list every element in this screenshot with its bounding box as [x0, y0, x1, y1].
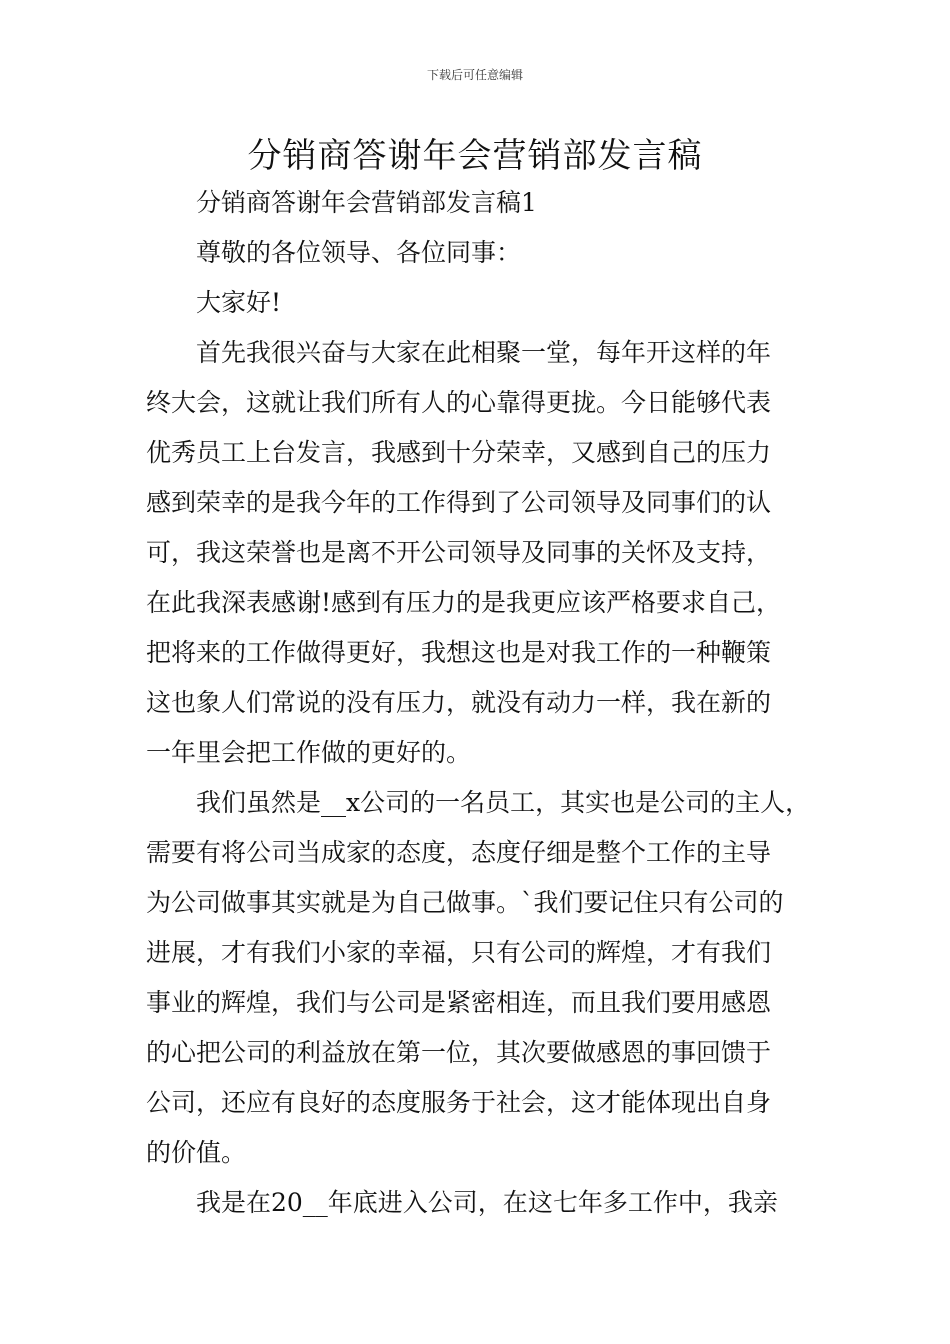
document-body: [146, 178, 811, 1228]
text-line: 优秀员工上台发言，我感到十分荣幸，又感到自己的压力: [146, 438, 772, 467]
text-line: 可，我这荣誉也是离不开公司领导及同事的关怀及支持，: [146, 538, 772, 567]
text-line: 把将来的工作做得更好，我想这也是对我工作的一种鞭策: [146, 638, 772, 667]
header-note: 下载后可任意编辑: [426, 68, 523, 82]
text-line: 事业的辉煌，我们与公司是紧密相连，而且我们要用感恩: [146, 988, 772, 1017]
text-line: 这也象人们常说的没有压力，就没有动力一样，我在新的: [146, 688, 772, 717]
text-line: 公司，还应有良好的态度服务于社会，这才能体现出自身: [146, 1088, 772, 1117]
text-line: 进展，才有我们小家的幸福，只有公司的辉煌，才有我们: [146, 938, 772, 967]
text-line: 的心把公司的利益放在第一位，其次要做感恩的事回馈于: [146, 1038, 772, 1067]
text-line: 尊敬的各位领导、各位同事：: [196, 238, 522, 267]
text-line: 大家好!: [196, 288, 282, 317]
text-line: 首先我很兴奋与大家在此相聚一堂，每年开这样的年: [196, 338, 772, 367]
text-line: 需要有将公司当成家的态度，态度仔细是整个工作的主导: [146, 838, 772, 867]
text-line: 终大会，这就让我们所有人的心靠得更拢。今日能够代表: [146, 388, 772, 417]
text-line: 在此我深表感谢!感到有压力的是我更应该严格要求自己，: [146, 588, 782, 617]
text-line: 分销商答谢年会营销部发言稿1: [196, 188, 537, 217]
document-title: 分销商答谢年会营销部发言稿: [247, 136, 703, 176]
text-line: 我是在20__年底进入公司，在这七年多工作中，我亲: [196, 1188, 778, 1217]
text-line: 我们虽然是__x公司的一名员工，其实也是公司的主人，: [196, 788, 811, 817]
text-line: 感到荣幸的是我今年的工作得到了公司领导及同事们的认: [146, 488, 772, 517]
text-line: 为公司做事其实就是为自己做事。`我们要记住只有公司的: [146, 888, 784, 917]
text-line: 一年里会把工作做的更好的。: [146, 738, 472, 767]
text-line: 的价值。: [146, 1138, 247, 1167]
